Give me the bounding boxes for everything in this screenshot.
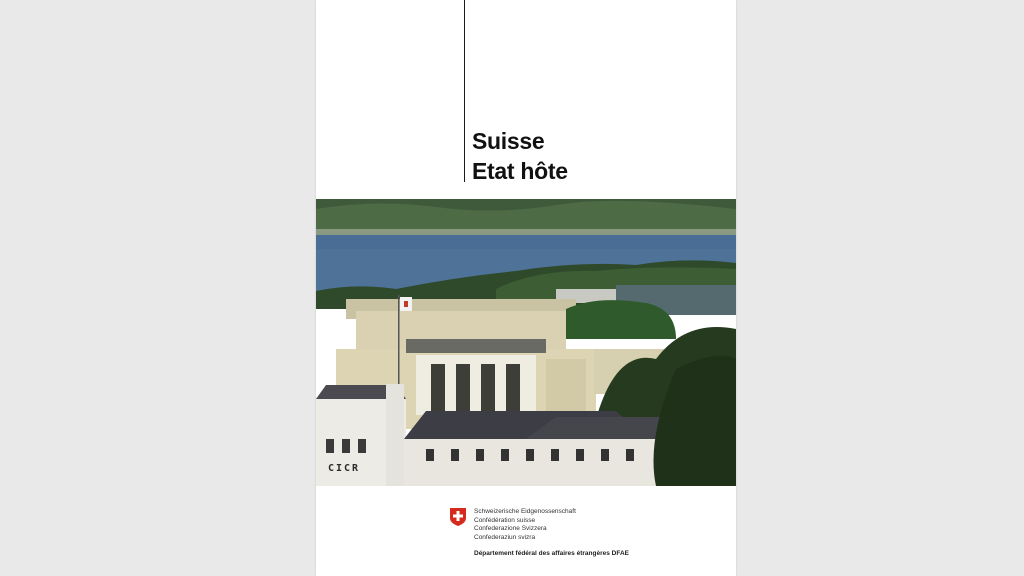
title-line-1: Suisse xyxy=(472,128,545,154)
confederation-name-fr: Confédération suisse xyxy=(474,516,536,524)
photo-sign-text: CICR xyxy=(328,463,361,474)
confederation-name-de: Schweizerische Eidgenossenschaft xyxy=(474,508,576,515)
page-title xyxy=(472,126,568,186)
department-name: Département fédéral des affaires étrangères DFAE xyxy=(474,550,629,557)
confederation-name-rm: Confederaziun svizra xyxy=(474,533,536,541)
vertical-rule xyxy=(464,0,465,182)
cover-photo xyxy=(316,199,736,486)
document-page xyxy=(316,0,736,576)
swiss-coat-of-arms-icon xyxy=(450,508,466,526)
confederation-name-it: Confederazione Svizzera xyxy=(474,525,547,532)
title-line-2: Etat hôte xyxy=(472,158,568,184)
confederation-names xyxy=(474,508,576,542)
